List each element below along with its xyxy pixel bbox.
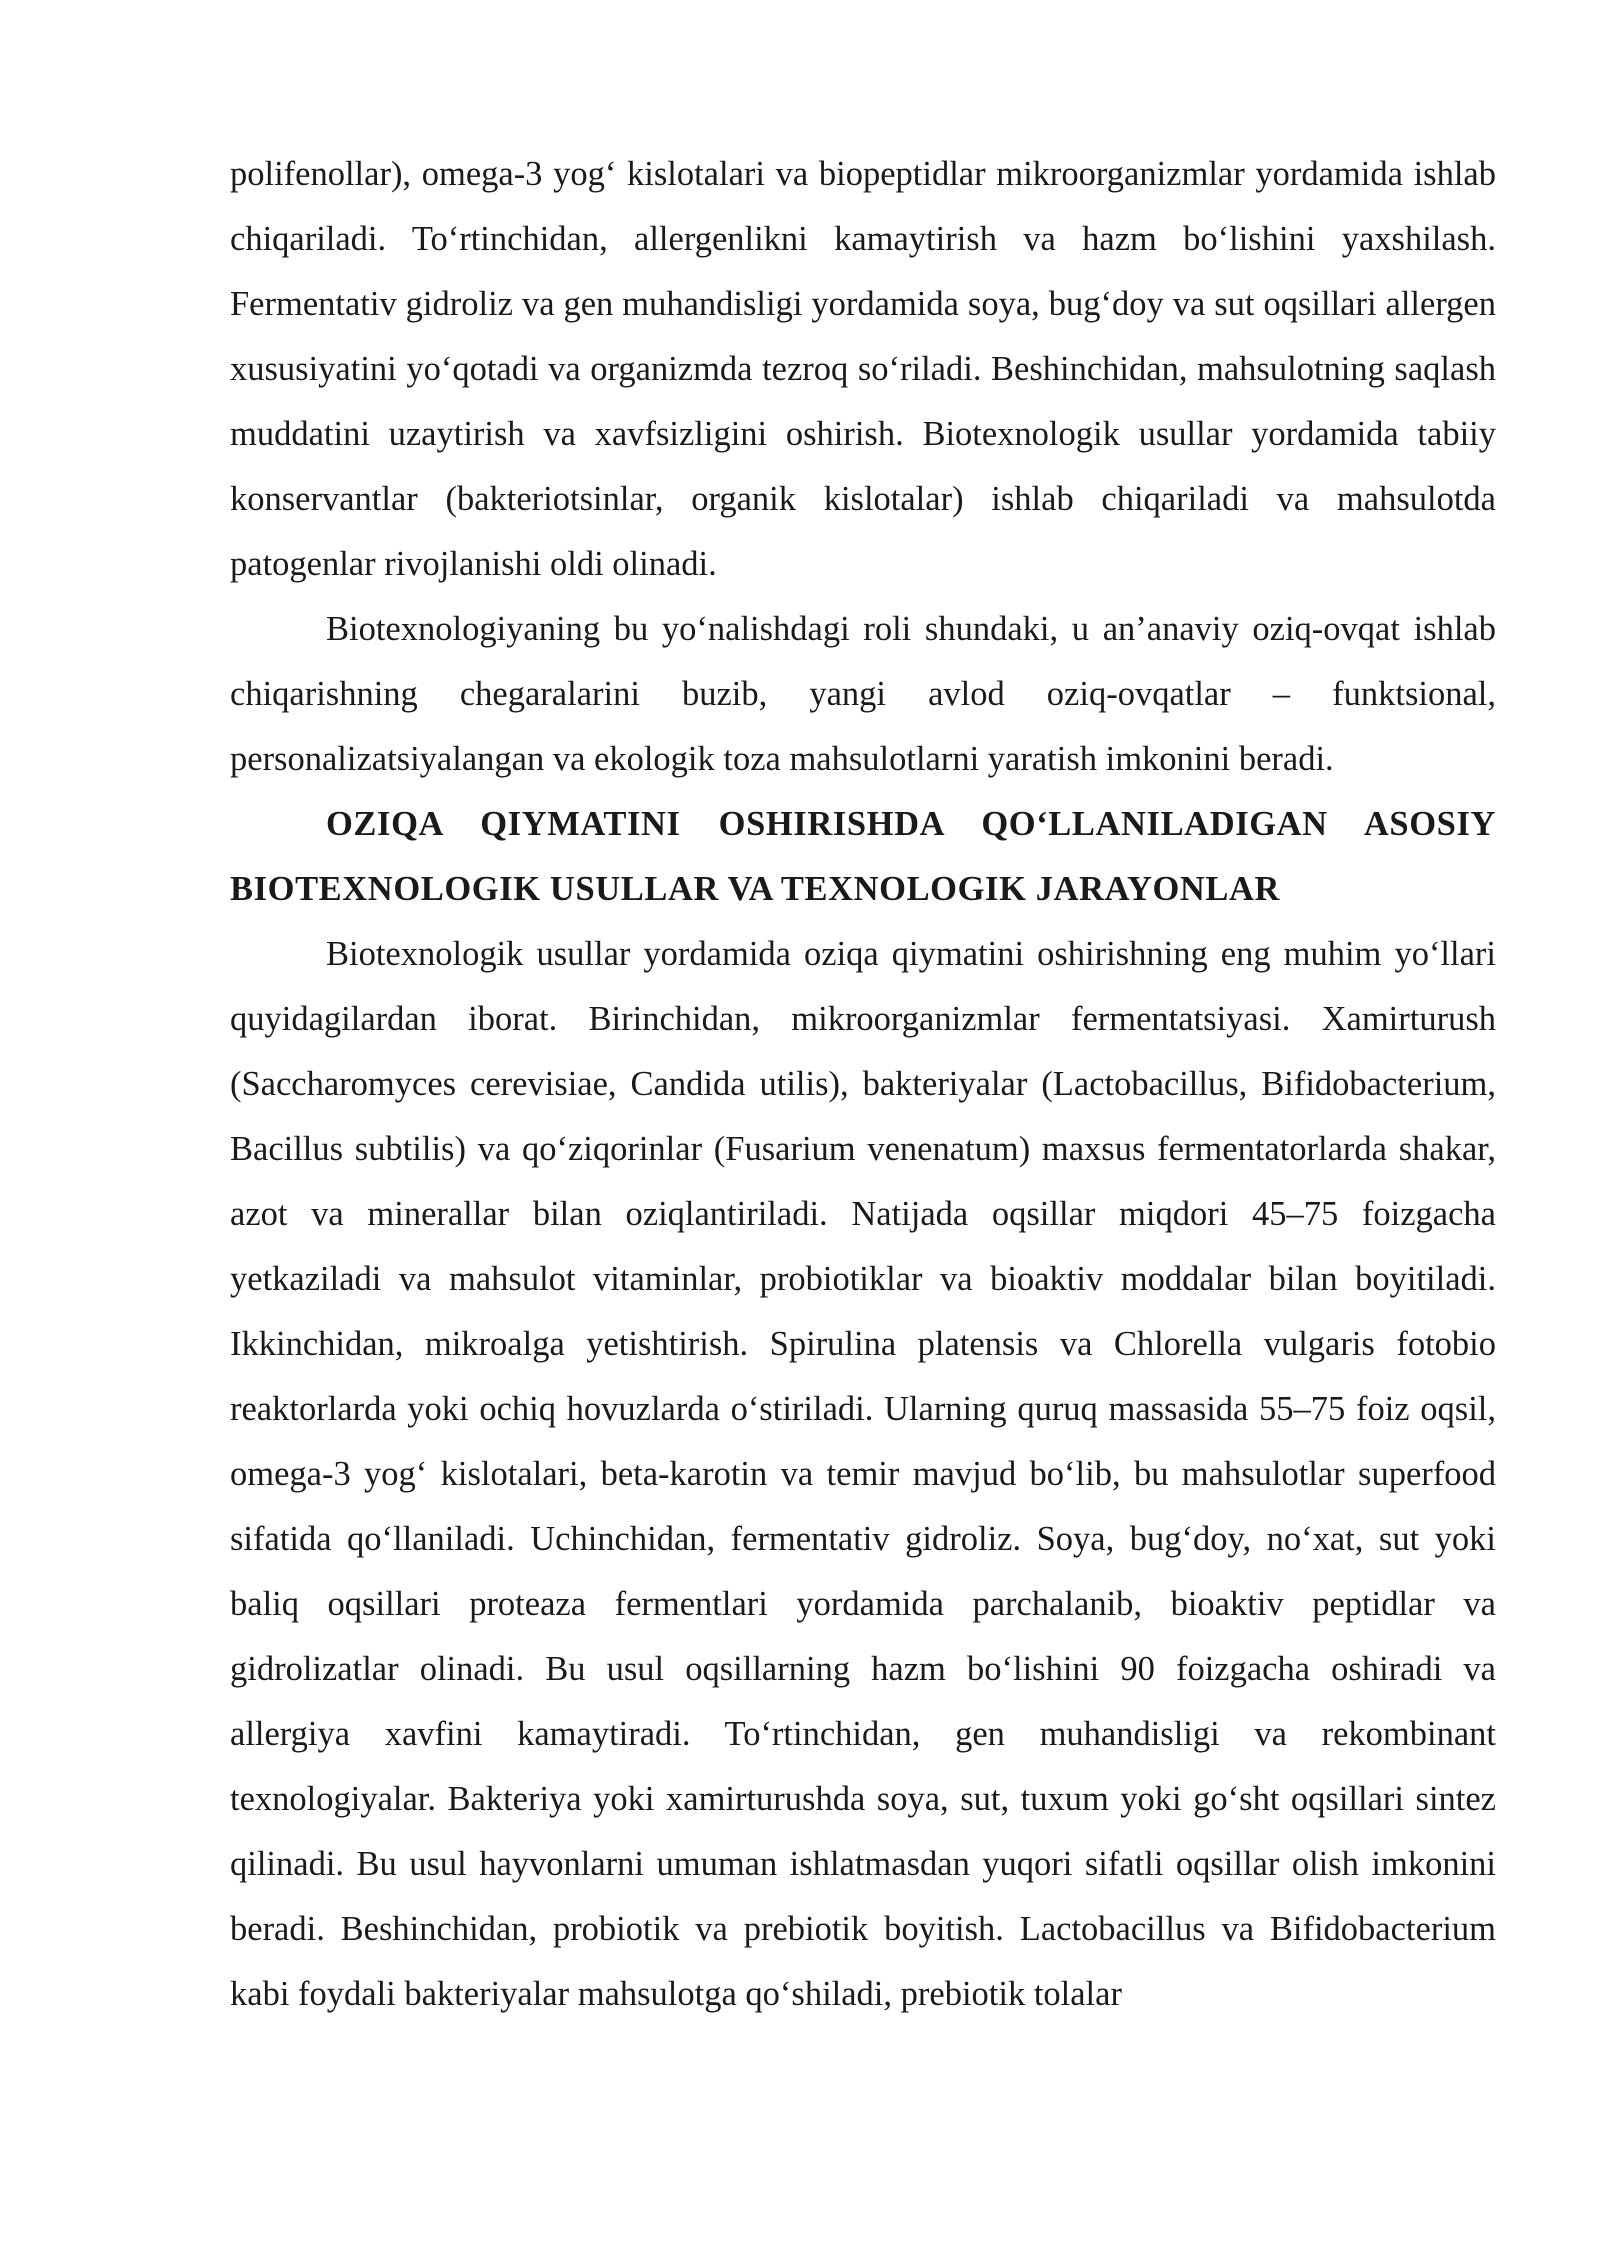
section-heading: OZIQA QIYMATINI OSHIRISHDA QO‘LLANILADIGAN ASOSIY BIOTEXNOLOGIK USULLAR VA TEXNOLOGIK JARAYONLAR [230, 805, 1496, 908]
body-paragraph-methods: Biotexnologik usullar yordamida oziqa qiymatini oshirishning eng muhim yo‘llari quyidagilardan iborat. Birinchidan, mikroorganizmlar fermentatsiyasi. Xamirturush (Saccharomyces cerevisiae, Candida utilis), bakteriyalar (Lactobacillus, Bifidobacterium, Bacillus subtilis) va qo‘ziqorinlar (Fusarium venenatum) maxsus fermentatorlarda shakar, azot va minerallar bilan oziqlantiriladi. Natijada oqsillar miqdori 45–75 foizgacha yetkaziladi va mahsulot vitaminlar, probiotiklar va bioaktiv moddalar bilan boyitiladi. Ikkinchidan, mikroalga yetishtirish. Spirulina platensis va Chlorella vulgaris fotobio reaktorlarda yoki ochiq hovuzlarda o‘stiriladi. Ularning quruq massasida 55–75 foiz oqsil, omega-3 yog‘ kislotalari, beta-karotin va temir mavjud bo‘lib, bu mahsulotlar superfood sifatida qo‘llaniladi. Uchinchidan, fermentativ gidroliz. Soya, bug‘doy, no‘xat, sut yoki baliq oqsillari proteaza fermentlari yordamida parchalanib, bioaktiv peptidlar va gidrolizatlar olinadi. Bu usul oqsillarning hazm bo‘lishini 90 foizgacha oshiradi va allergiya xavfini kamaytiradi. To‘rtinchidan, gen muhandisligi va rekombinant texnologiyalar. Bakteriya yoki xamirturushda soya, sut, tuxum yoki go‘sht oqsillari sintez qilinadi. Bu usul hayvonlarni umuman ishlatmasdan yuqori sifatli oqsillar olish imkonini beradi. Beshinchidan, probiotik va prebiotik boyitish. Lactobacillus va Bifidobacterium kabi foydali bakteriyalar mahsulotga qo‘shiladi, prebiotik tolalar [230, 935, 1496, 2013]
body-paragraph-continuation: polifenollar), omega-3 yog‘ kislotalari va biopeptidlar mikroorganizmlar yordamida ishlab chiqariladi. To‘rtinchidan, allergenlikni kamaytirish va hazm bo‘lishini yaxshilash. Fermentativ gidroliz va gen muhandisligi yordamida soya, bug‘doy va sut oqsillari allergen xususiyatini yo‘qotadi va organizmda tezroq so‘riladi. Beshinchidan, mahsulotning saqlash muddatini uzaytirish va xavfsizligini oshirish. Biotexnologik usullar yordamida tabiiy konservantlar (bakteriotsinlar, organik kislotalar) ishlab chiqariladi va mahsulotda patogenlar rivojlanishi oldi olinadi. [230, 155, 1496, 583]
body-paragraph-biotech-role: Biotexnologiyaning bu yo‘nalishdagi roli shundaki, u an’anaviy oziq-ovqat ishlab chiqarishning chegaralarini buzib, yangi avlod oziq-ovqatlar – funktsional, personalizatsiyalangan va ekologik toza mahsulotlarni yaratish imkonini beradi. [230, 610, 1496, 778]
document-page [230, 142, 1496, 2027]
